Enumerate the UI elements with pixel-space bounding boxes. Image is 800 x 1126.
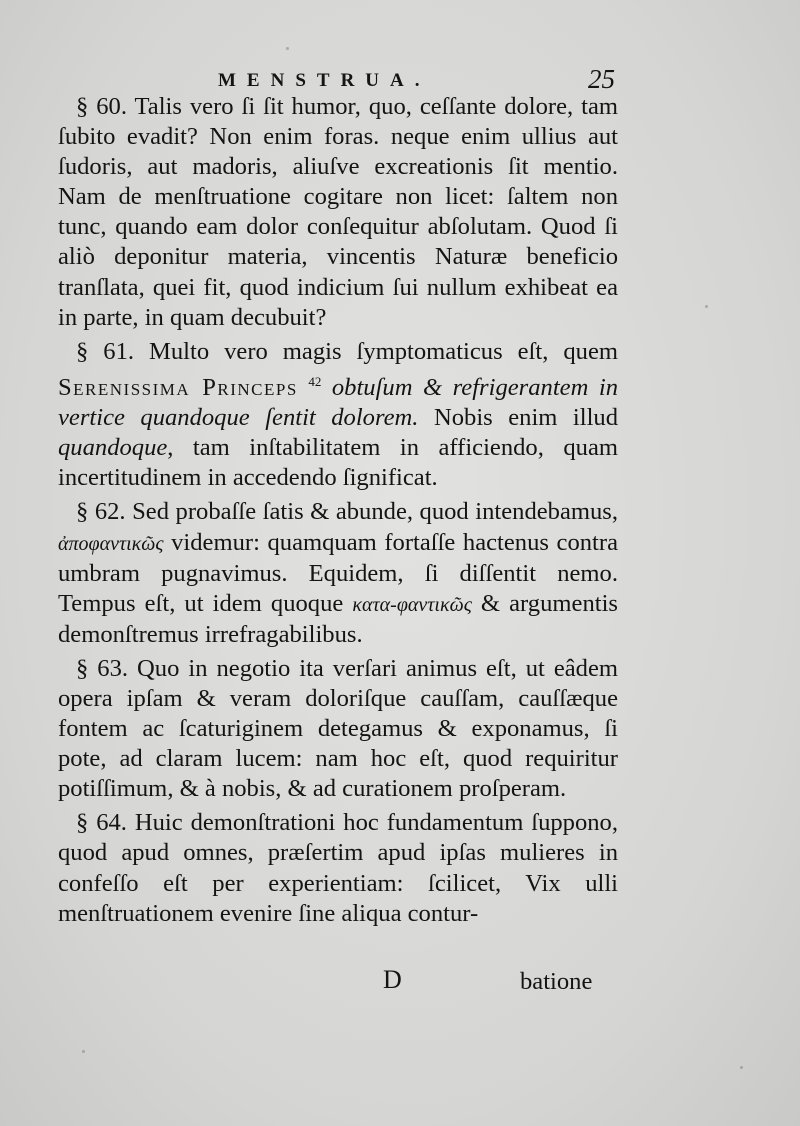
paper-speck — [705, 305, 708, 308]
paragraph-61 — [58, 337, 618, 494]
paragraph-62 — [58, 497, 618, 649]
signature-mark: D — [383, 965, 402, 994]
paragraph-63 — [58, 654, 618, 804]
italic-quote: obtuſum & refrigerantem in vertice quandoque ſentit dolorem. — [58, 374, 618, 432]
paragraph-text: Multo vero magis ſymptomaticus eſt, quem — [149, 337, 618, 365]
paper-speck — [286, 47, 289, 50]
paragraph-text: Talis vero ſi ſit humor, quo, ceſſante dolore, tam ſubito evadit? Non enim foras. neque enim ullius aut ſudoris, aut madoris, aliuſve excreationis ſit mentio. Nam de menſtruatione cogitare non licet: ſaltem non tunc, quando eam dolor conſequitur abſolutam. Quod ſi aliò deponitur materia, vincentis Naturæ beneficio tranſlata, quei fit, quod indicium ſui nullum exhibeat ea in parte, in quam decubuit? — [58, 93, 618, 331]
paragraph-64 — [58, 808, 618, 928]
paragraph-text: videmur: quamquam fortaſſe hactenus contra umbram pugnavimus. Equidem, ſi diſſentit nemo. Tempus eſt, ut idem quoque — [58, 528, 618, 617]
paragraph-text: Nobis enim illud — [433, 404, 619, 432]
italic-word: quandoque — [58, 434, 168, 462]
paragraph-text: Sed probaſſe ſatis & abunde, quod intendebamus, — [132, 498, 619, 526]
reference-number: 42 — [308, 373, 322, 389]
section-label: § 60. — [76, 93, 127, 120]
paragraph-text: Quo in negotio ita verſari animus eſt, ut eâdem opera ipſam & veram doloriſque cauſſam, cauſſæque fontem ac ſcaturiginem detegamus & exponamus, ſi pote, ad claram lucem: nam hoc eſt, quod requiritur potiſſimum, & à nobis, & ad curationem proſperam. — [58, 654, 619, 803]
section-label: § 61. — [76, 337, 135, 365]
page-number: 25 — [588, 64, 615, 94]
greek-word: ἀποφαντικῶς — [58, 532, 164, 555]
section-label: § 64. — [76, 809, 127, 837]
paragraph-text: & argumentis demonſtremus irrefragabilibus. — [58, 589, 618, 648]
paper-speck — [82, 1050, 85, 1053]
princeps-smallcaps: Serenissima Princeps — [58, 374, 298, 402]
main-text — [58, 92, 618, 933]
greek-word: κατα-φαντικῶς — [352, 593, 472, 616]
section-label: § 63. — [76, 654, 129, 682]
paragraph-text: , tam inſtabilitatem in afficiendo, quam incertitudinem in accedendo ſignificat. — [58, 434, 618, 492]
running-title: MENSTRUA. — [218, 70, 431, 91]
paragraph-60 — [58, 92, 618, 333]
paragraph-text: Huic demonſtrationi hoc fundamentum ſuppono, quod apud omnes, præſertim apud ipſas mulieres in confeſſo eſt per experientiam: ſcilicet, Vix ulli menſtruationem evenire ſine aliqua contur- — [58, 809, 618, 927]
paper-speck — [740, 1066, 743, 1069]
catchword: batione — [520, 968, 593, 995]
section-label: § 62. — [76, 498, 126, 526]
